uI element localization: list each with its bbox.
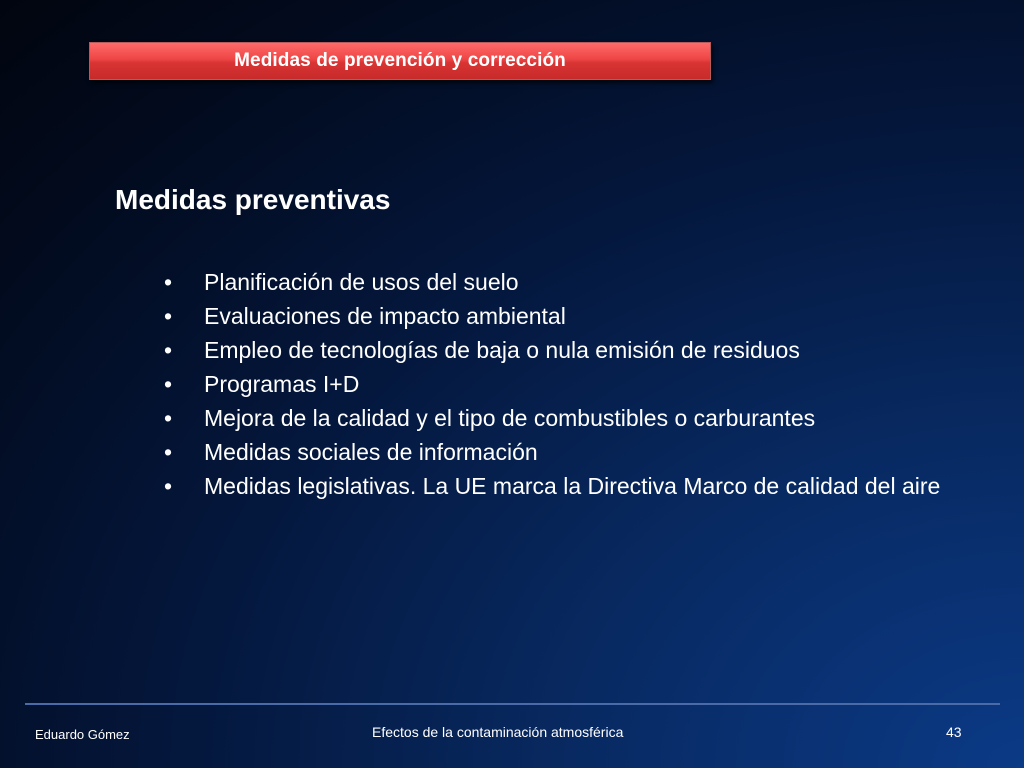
bullet-icon: • — [164, 337, 173, 363]
bullet-icon: • — [164, 269, 173, 295]
bullet-text: Evaluaciones de impacto ambiental — [204, 303, 566, 329]
bullet-list — [164, 265, 954, 503]
footer-presentation-title: Efectos de la contaminación atmosférica — [372, 724, 624, 740]
bullet-icon: • — [164, 439, 173, 465]
section-heading: Medidas preventivas — [115, 184, 391, 215]
footer-author: Eduardo Gómez — [35, 727, 130, 742]
footer-page-number: 43 — [946, 724, 962, 740]
bullet-text: Programas I+D — [204, 371, 360, 397]
list-item — [164, 435, 954, 469]
bullet-icon: • — [164, 371, 173, 397]
bullet-text: Medidas sociales de información — [204, 439, 538, 465]
list-item — [164, 299, 954, 333]
bullet-icon: • — [164, 303, 173, 329]
bullet-text: Planificación de usos del suelo — [204, 269, 519, 295]
list-item — [164, 265, 954, 299]
list-item — [164, 333, 954, 367]
bullet-icon: • — [164, 405, 173, 431]
list-item — [164, 401, 954, 435]
bullet-text: Empleo de tecnologías de baja o nula emisión de residuos — [204, 337, 800, 363]
slide-title: Medidas de prevención y corrección — [234, 50, 566, 71]
bullet-icon: • — [164, 473, 173, 499]
list-item — [164, 367, 954, 401]
bullet-text: Medidas legislativas. La UE marca la Directiva Marco de calidad del aire — [204, 473, 941, 499]
list-item — [164, 469, 954, 503]
footer-divider — [25, 703, 1000, 705]
slide-title-banner — [89, 42, 711, 80]
bullet-text: Mejora de la calidad y el tipo de combustibles o carburantes — [204, 405, 816, 431]
